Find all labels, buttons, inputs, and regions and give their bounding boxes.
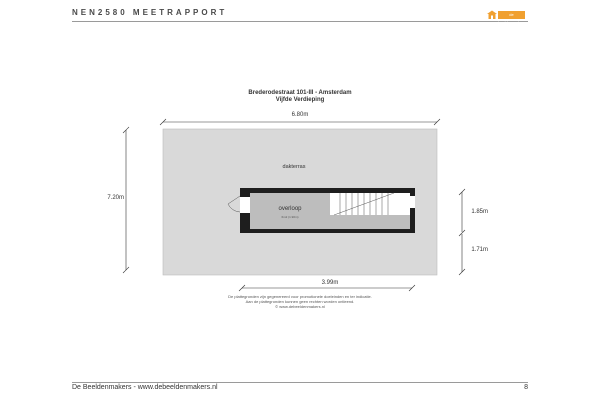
dimension-right [459, 189, 465, 275]
logo-wordmark: de beeldenmakers [498, 12, 526, 25]
terrace-label: dakterras [282, 164, 306, 170]
side-opening [410, 196, 415, 208]
dimension-top [160, 119, 440, 125]
disclaimer [0, 294, 600, 309]
landing-label: overloop [278, 206, 302, 212]
address-line: Brederodestraat 101-III - Amsterdam [248, 90, 352, 96]
dimension-right-upper-label: 1.85m [471, 209, 488, 215]
report-title: NEN2580 MEETRAPPORT [72, 8, 228, 17]
disclaimer-line: Aan de plattegronden kunnen geen rechten worden ontleend. [245, 299, 355, 304]
disclaimer-line: De plattegronden zijn gegenereerd voor promotionele doeleinden en ter indicatie. [228, 294, 372, 299]
dimension-left-label: 7.20m [107, 195, 124, 201]
dimension-bottom-label: 3.99m [321, 280, 339, 286]
landing-sublabel: 6m2 (1.90m) [281, 215, 299, 219]
dimension-top-label: 6.80m [291, 112, 309, 118]
floor-name: Vijfde Verdieping [275, 97, 325, 103]
disclaimer-line: © www.debeeldenmakers.nl [275, 304, 325, 309]
dimension-right-lower-label: 1.71m [471, 247, 488, 253]
door-opening [240, 197, 250, 213]
footer-divider [72, 382, 528, 383]
page-number: 8 [524, 384, 528, 391]
footer-credit: De Beeldenmakers - www.debeeldenmakers.nl [72, 384, 218, 391]
